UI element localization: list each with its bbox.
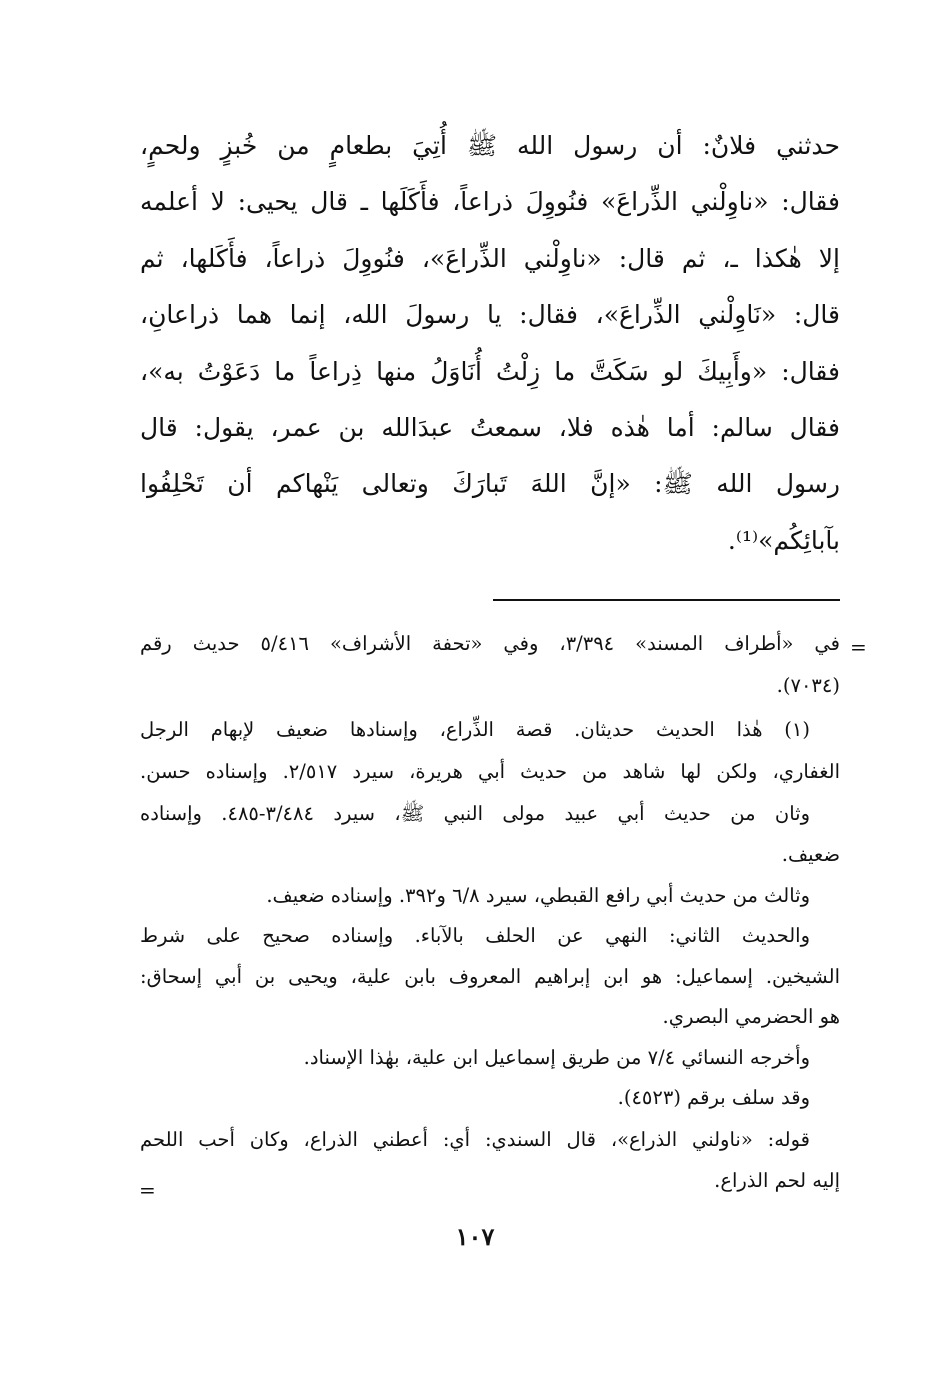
footnote-line: وثان من حديث أبي عبيد مولى النبي ﷺ، سيرد ٣/٤٨٤-٤٨٥. وإسناده [140,802,810,825]
footnote-line: الغفاري، ولكن لها شاهد من حديث أبي هريرة، سيرد ٢/٥١٧. وإسناده حسن. [140,760,840,783]
main-text [140,118,840,569]
footnote-line: وقد سلف برقم (٤٥٢٣). [617,1086,810,1109]
footnote-line: الشيخين. إسماعيل: هو ابن إبراهيم المعروف بابن علية، ويحيى بن أبي إسحاق: [140,965,840,988]
text-line: بآبائِكُم»⁽¹⁾. [727,525,840,555]
footnote-line: في «أطراف المسند» ٣/٣٩٤، وفي «تحفة الأشراف» ٥/٤١٦ حديث رقم [140,632,840,655]
footnote-line: والحديث الثاني: النهي عن الحلف بالآباء. وإسناده صحيح على شرط [140,924,810,947]
text-line: فقال سالم: أما هٰذه فلا، سمعتُ عبدَالله بن عمر، يقول: قال [140,412,840,442]
footnote-line: وثالث من حديث أبي رافع القبطي، سيرد ٦/٨ و٣٩٢. وإسناده ضعيف. [266,884,810,907]
text-line: قال: «نَاوِلْني الذِّراعَ»، فقال: يا رسولَ الله، إنما هما ذراعانِ، [140,300,840,330]
page-number: ١٠٧ [455,1222,495,1251]
footnote-line: (٧٠٣٤). [776,674,840,697]
continuation-mark-top: = [850,635,867,659]
text-line: إلا هٰكذا ـ، ثم قال: «ناوِلْني الذِّراعَ»، فنُووِلَ ذراعاً، فأَكَلها، ثم [140,243,840,273]
text-line: فقال: «ناوِلْني الذِّراعَ» فنُووِلَ ذراعاً، فأَكَلَها ـ قال يحيى: لا أعلمه [140,187,840,217]
continuation-mark-bottom: = [139,1178,156,1202]
text-line: فقال: «وأَبِيكَ لو سَكَتَّ ما زِلْتُ أُنَاوَلُ منها ذِراعاً ما دَعَوْتُ به»، [140,356,840,386]
footnote-line: وأخرجه النسائي ٧/٤ من طريق إسماعيل ابن علية، بهٰذا الإسناد. [303,1046,810,1069]
footnote-line: إليه لحم الذراع. [714,1169,840,1192]
footnote-line: (١) هٰذا الحديث حديثان. قصة الذِّراع، وإسنادها ضعيف لإبهام الرجل [140,718,810,741]
footnote-line: هو الحضرمي البصري. [662,1005,840,1028]
footnote-separator [493,599,840,601]
text-line: حدثني فلانٌ: أن رسول الله ﷺ أُتِيَ بطعامٍ من خُبزٍ ولحمٍ، [140,131,840,160]
footnote-line: ضعيف. [781,843,840,866]
text-line: رسول الله ﷺ: «إنَّ اللهَ تَبارَكَ وتعالى يَنْهاكم أن تَحْلِفُوا [140,469,840,499]
footnote-line: قوله: «ناولني الذراع»، قال السندي: أي: أعطني الذراع، وكان أحب اللحم [140,1128,810,1151]
